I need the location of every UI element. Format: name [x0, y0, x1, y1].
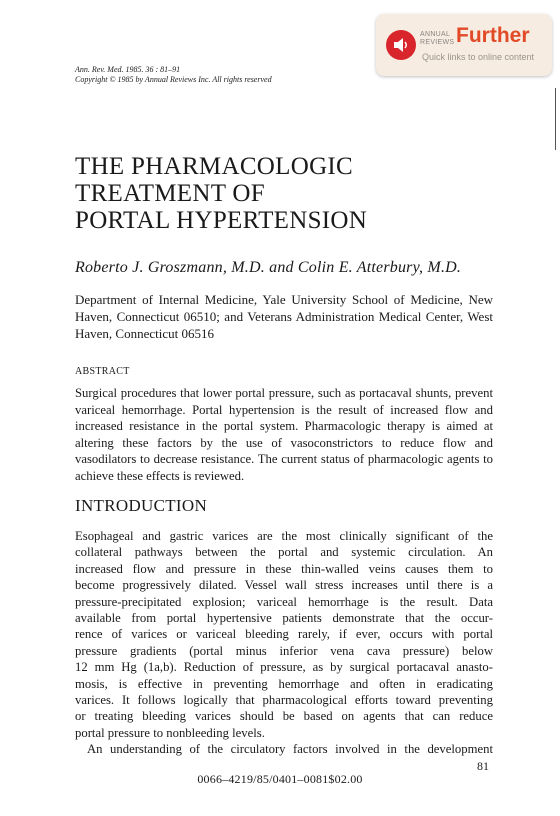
annual-reviews-label: ANNUAL REVIEWS — [420, 31, 455, 46]
body-line: collateral pathways between the portal and systemic circulation. An — [75, 545, 493, 560]
body-line: become progressively dilated. Vessel wall stress increases until there is a — [75, 578, 493, 593]
introduction-body — [75, 528, 493, 757]
body-line: Esophageal and gastric varices are the most clinically significant of the — [75, 529, 493, 543]
introduction-heading: INTRODUCTION — [75, 496, 208, 515]
body-line: An understanding of the circulatory factors involved in the development — [87, 742, 493, 757]
body-line: rence of varices or variceal bleeding rarely, if ever, occurs with portal — [75, 627, 493, 642]
abstract-heading: ABSTRACT — [75, 366, 130, 377]
title-line: THE PHARMACOLOGIC — [75, 153, 354, 180]
body-line: mosis, is effective in preventing hemorrhage and often in eradicating — [75, 676, 493, 691]
body-line: pressure-precipitated explosion; variceal hemorrhage is the result. Data — [75, 594, 493, 609]
banner-subtitle: Quick links to online content — [422, 52, 535, 62]
authors: Roberto J. Groszmann, M.D. and Colin E. Atterbury, M.D. — [75, 259, 462, 276]
body-line: available from portal hypertensive patients demonstrate that the occur- — [75, 610, 493, 625]
body-line: 12 mm Hg (1a,b). Reduction of pressure, as by surgical portacaval anasto- — [75, 660, 493, 675]
edge-line — [555, 88, 556, 150]
journal-citation: Ann. Rev. Med. 1985. 36 : 81–91 Copyright © 1985 by Annual Reviews Inc. All rights reserved — [75, 65, 272, 84]
body-line: or treating bleeding varices should be based on agents that can reduce — [75, 709, 493, 724]
page-number: 81 — [477, 759, 489, 773]
further-banner[interactable] — [376, 14, 552, 76]
title-line: PORTAL HYPERTENSION — [75, 207, 368, 234]
title-line: TREATMENT OF — [75, 180, 265, 207]
article-code: 0066–4219/85/0401–0081$02.00 — [197, 772, 363, 786]
body-line: increased flow and pressure in these thin-walled veins causes them to — [75, 561, 493, 576]
affiliation: Department of Internal Medicine, Yale University School of Medicine, New Haven, Connecticut 06510; and Veterans Administration Medical Center, West Haven, Connecticut 06516 — [75, 292, 493, 341]
abstract-text: Surgical procedures that lower portal pressure, such as portacaval shunts, prevent variceal hemorrhage. Portal hypertension is the result of increased flow and increased resistance in the portal system. Pharmacologic therapy is aimed at altering these factors by the use of vasoconstrictors to reduce flow and vasodilators to decrease resistance. The current status of pharmacologic agents to achieve these effects is reviewed. — [75, 386, 493, 483]
further-title: Further — [456, 24, 530, 47]
speaker-icon — [386, 30, 416, 60]
body-line: varices. It follows logically that pharmacological efforts toward preventing — [75, 692, 493, 707]
body-line: portal pressure to nonbleeding levels. — [75, 725, 265, 740]
body-line: pressure gradients (portal minus inferior vena cava pressure) below — [75, 643, 493, 658]
article-title — [75, 153, 495, 234]
